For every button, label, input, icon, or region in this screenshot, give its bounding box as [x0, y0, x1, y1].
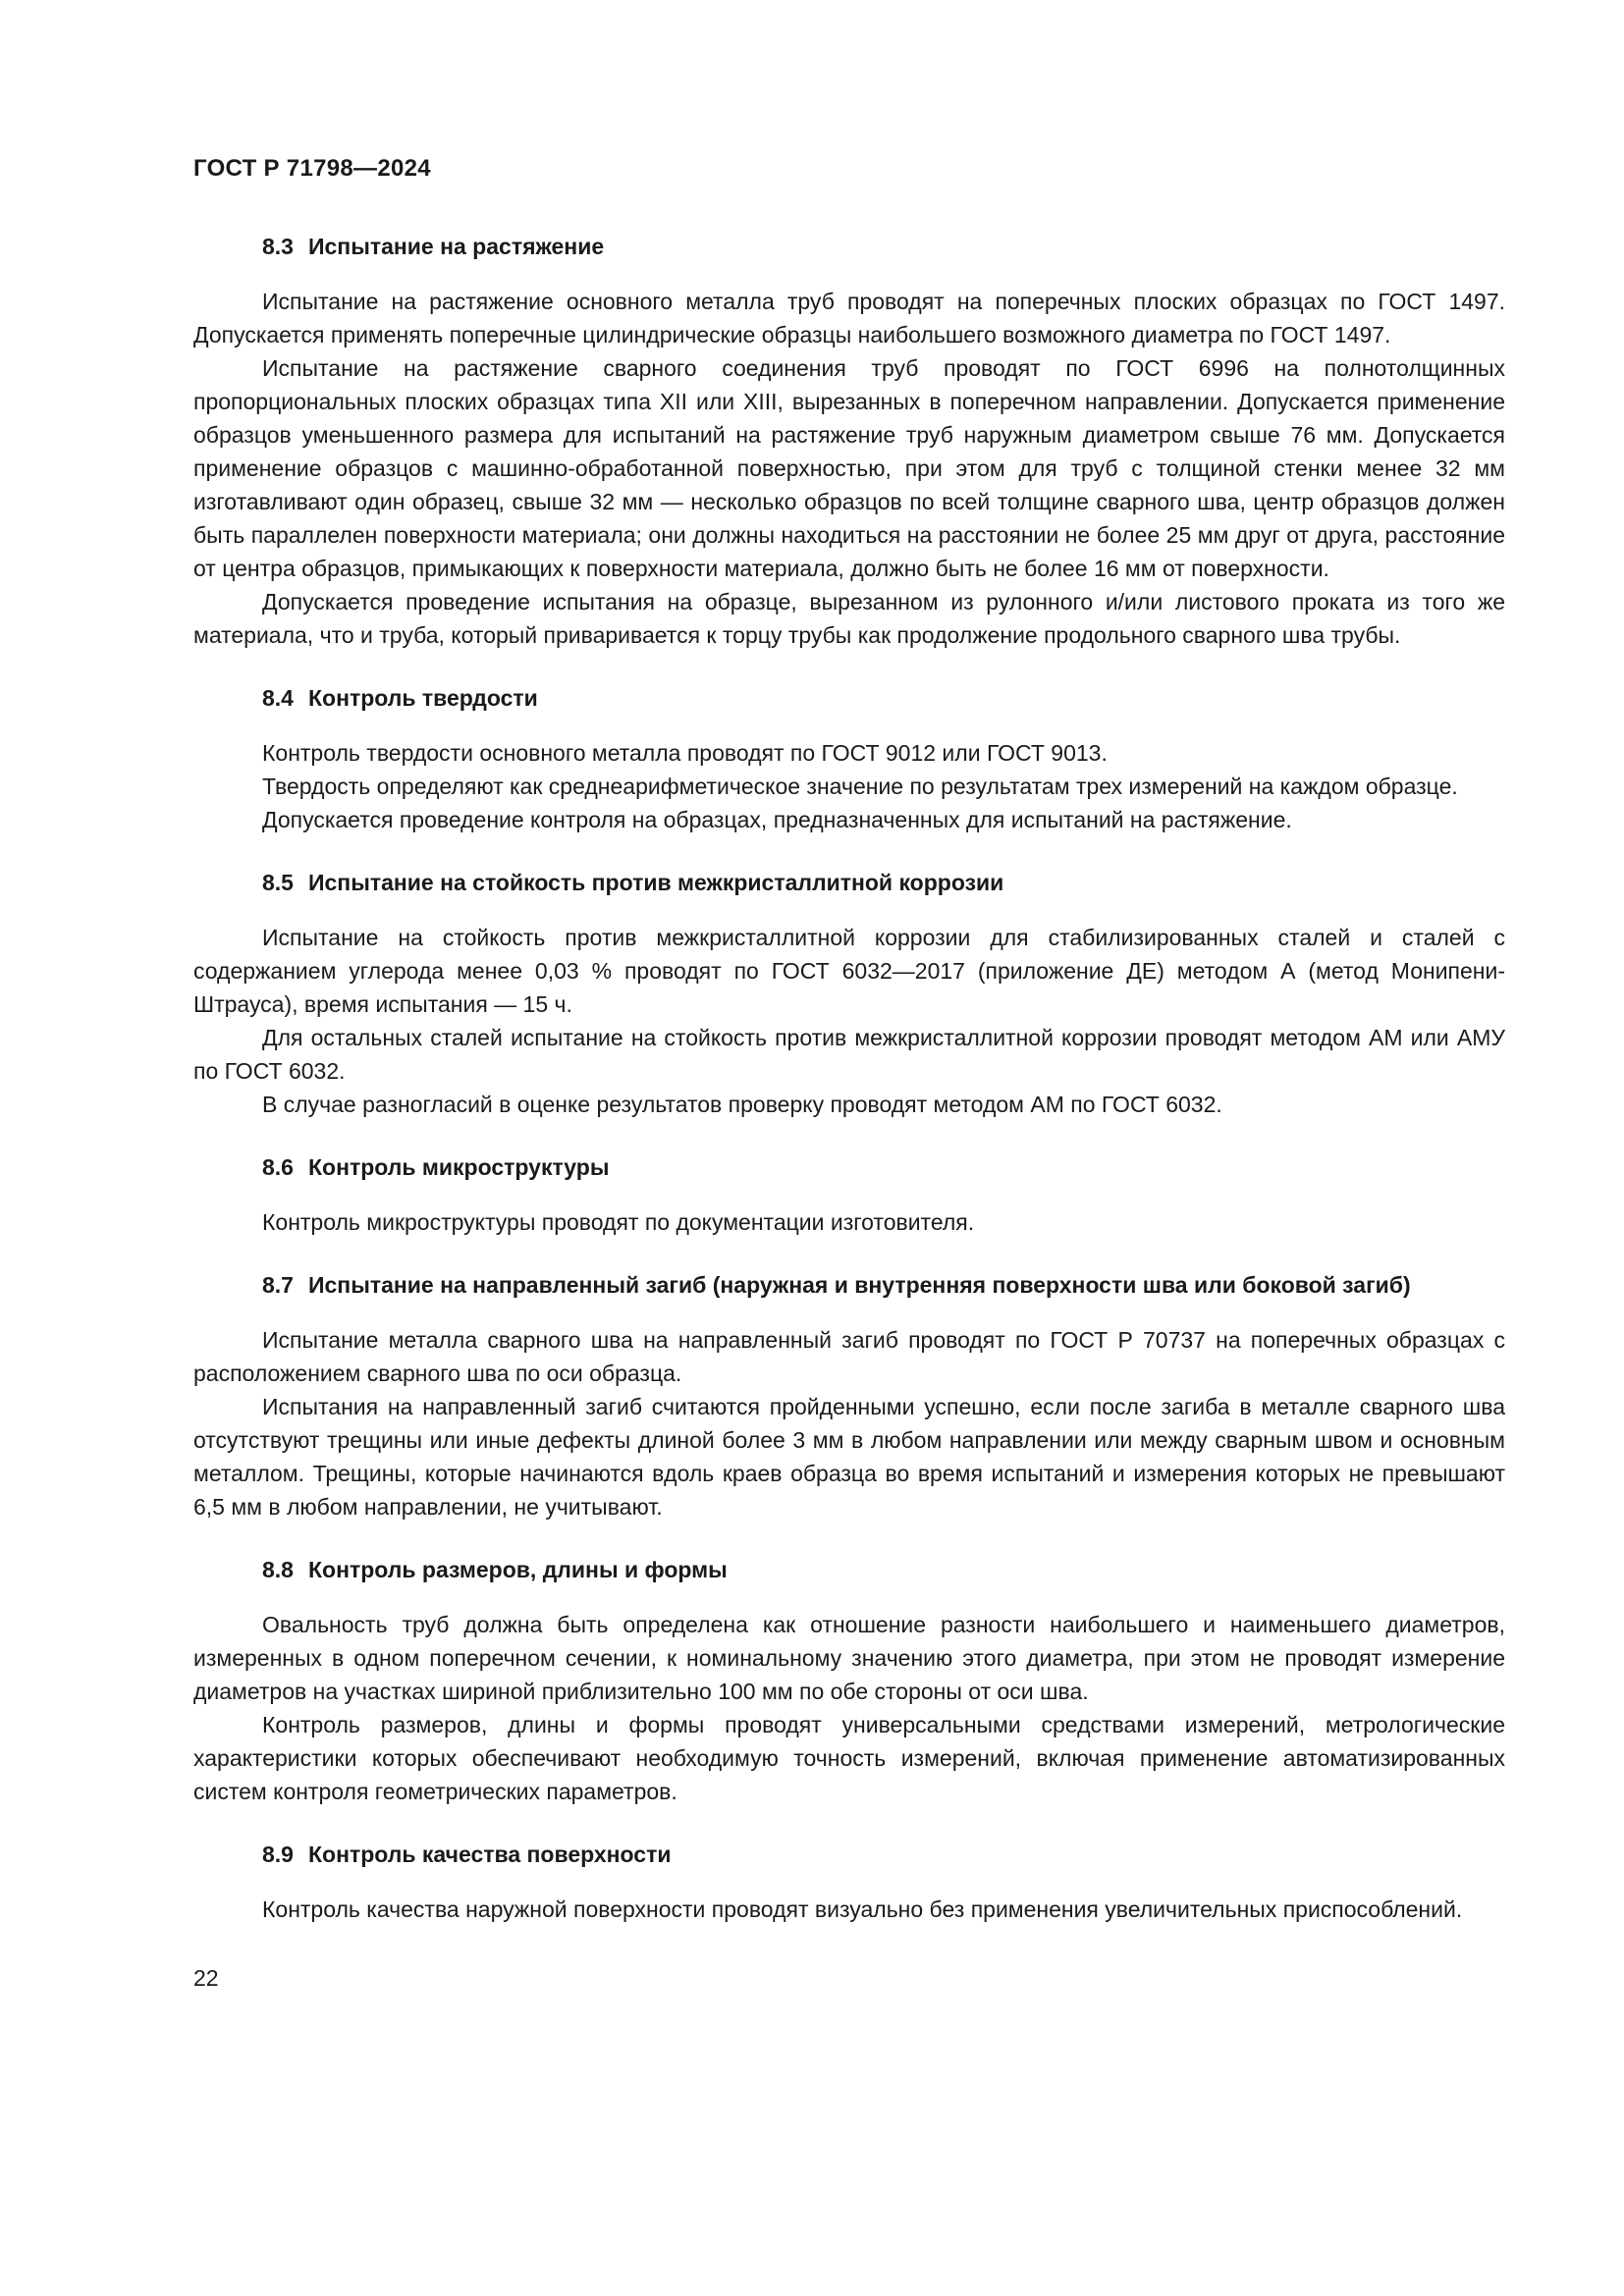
paragraph: Испытание на стойкость против межкристаллитной коррозии для стабилизированных сталей и сталей с содержанием углерода менее 0,03 % проводят по ГОСТ 6032—2017 (приложение ДЕ) методом А (метод Монипени-Штрауса), время испытания — 15 ч. [193, 925, 1505, 1017]
paragraph: В случае разногласий в оценке результатов проверку проводят методом АМ по ГОСТ 6032. [262, 1092, 1222, 1117]
section-heading [193, 1268, 1505, 1302]
section-number: 8.6 [262, 1154, 294, 1180]
section-heading [193, 230, 1505, 263]
paragraph: Контроль твердости основного металла проводят по ГОСТ 9012 или ГОСТ 9013. [262, 740, 1108, 766]
section-title: Контроль размеров, длины и формы [307, 1557, 728, 1582]
section-number: 8.7 [262, 1272, 294, 1298]
paragraph: Испытание на растяжение сварного соединения труб проводят по ГОСТ 6996 на полнотолщинных пропорциональных плоских образцах типа XII или XIII, вырезанных в поперечном направлении. Допускается применение образцов уменьшенного размера для испытаний на растяжение труб наружным диаметром свыше 76 мм. Допускается применение образцов с машинно-обработанной поверхностью, при этом для труб с толщиной стенки менее 32 мм изготавливают один образец, свыше 32 мм — несколько образцов по всей толщине сварного шва, центр образцов должен быть параллелен поверхности материала; они должны находиться на расстоянии не более 25 мм друг от друга, расстояние от центра образцов, примыкающих к поверхности материала, должно быть не более 16 мм от поверхности. [193, 355, 1505, 581]
paragraph: Испытание на растяжение основного металла труб проводят на поперечных плоских образцах по ГОСТ 1497. Допускается применять поперечные цилиндрические образцы наибольшего возможного диаметра по ГОСТ 1497. [193, 289, 1505, 347]
section-heading [193, 866, 1505, 899]
section-8-6 [193, 1150, 1505, 1239]
section-number: 8.3 [262, 234, 294, 259]
section-8-3 [193, 230, 1505, 652]
section-8-8 [193, 1553, 1505, 1808]
section-number: 8.8 [262, 1557, 294, 1582]
section-number: 8.5 [262, 870, 294, 895]
section-8-9 [193, 1838, 1505, 1926]
section-number: 8.4 [262, 685, 294, 711]
section-title: Испытание на растяжение [307, 234, 605, 259]
section-title: Контроль микроструктуры [307, 1154, 610, 1180]
standard-designation: ГОСТ Р 71798—2024 [193, 155, 431, 182]
section-heading [193, 1553, 1505, 1586]
paragraph: Испытание металла сварного шва на направленный загиб проводят по ГОСТ Р 70737 на поперечных образцах с расположением сварного шва по оси образца. [193, 1327, 1505, 1386]
section-title: Испытание на направленный загиб (наружная и внутренняя поверхности шва или боковой загиб) [307, 1272, 1411, 1298]
section-number: 8.9 [262, 1842, 294, 1867]
document-content [193, 230, 1505, 1926]
paragraph: Контроль размеров, длины и формы проводят универсальными средствами измерений, метрологические характеристики которых обеспечивают необходимую точность измерений, включая применение автоматизированных систем контроля геометрических параметров. [193, 1712, 1505, 1804]
section-8-7 [193, 1268, 1505, 1523]
section-heading [193, 1838, 1505, 1871]
paragraph: Для остальных сталей испытание на стойкость против межкристаллитной коррозии проводят методом АМ или АМУ по ГОСТ 6032. [193, 1025, 1505, 1084]
paragraph: Допускается проведение испытания на образце, вырезанном из рулонного и/или листового проката из того же материала, что и труба, который приваривается к торцу трубы как продолжение продольного сварного шва трубы. [193, 589, 1505, 648]
section-8-5 [193, 866, 1505, 1121]
paragraph: Контроль микроструктуры проводят по документации изготовителя. [262, 1209, 975, 1235]
paragraph: Твердость определяют как среднеарифметическое значение по результатам трех измерений на каждом образце. [262, 774, 1458, 799]
section-heading [193, 681, 1505, 715]
section-8-4 [193, 681, 1505, 836]
paragraph: Контроль качества наружной поверхности проводят визуально без применения увеличительных приспособлений. [262, 1896, 1463, 1922]
paragraph: Испытания на направленный загиб считаются пройденными успешно, если после загиба в металле сварного шва отсутствуют трещины или иные дефекты длиной более 3 мм в любом направлении или между сварным швом и основным металлом. Трещины, которые начинаются вдоль краев образца во время испытаний и измерения которых не превышают 6,5 мм в любом направлении, не учитывают. [193, 1394, 1505, 1520]
paragraph: Допускается проведение контроля на образцах, предназначенных для испытаний на растяжение. [262, 807, 1292, 832]
section-heading [193, 1150, 1505, 1184]
section-title: Контроль твердости [307, 685, 538, 711]
section-title: Контроль качества поверхности [307, 1842, 672, 1867]
section-title: Испытание на стойкость против межкристаллитной коррозии [307, 870, 1004, 895]
paragraph: Овальность труб должна быть определена как отношение разности наибольшего и наименьшего диаметров, измеренных в одном поперечном сечении, к номинальному значению этого диаметра, при этом не проводят измерение диаметров на участках шириной приблизительно 100 мм по обе стороны от оси шва. [193, 1612, 1505, 1704]
page-number: 22 [193, 1965, 219, 1991]
